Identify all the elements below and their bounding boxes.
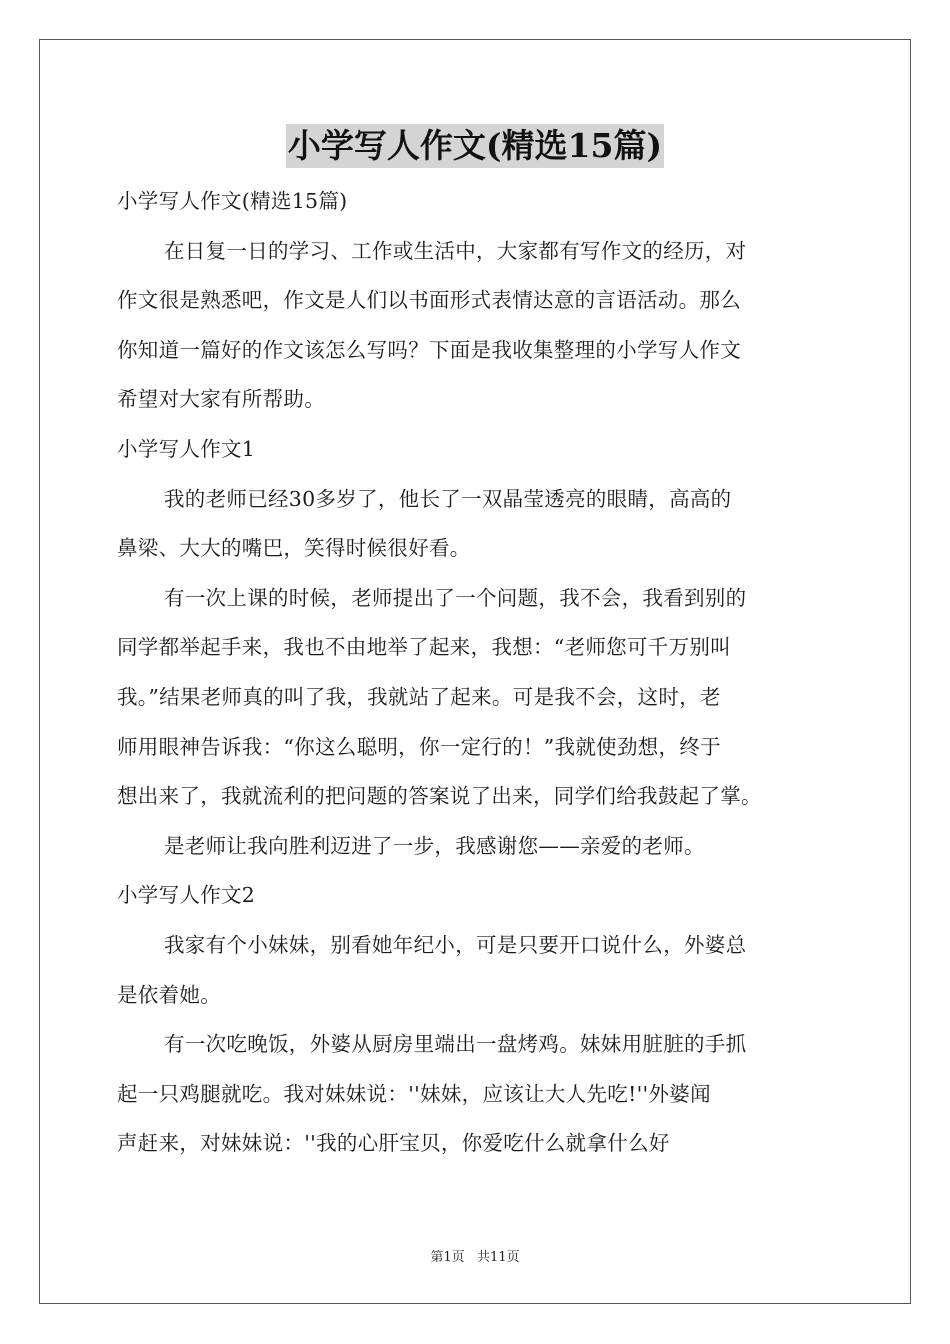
section-heading: 小学写人作文2 — [117, 883, 256, 908]
document-body — [117, 177, 837, 1169]
paragraph-line: 我的老师已经30多岁了，他长了一双晶莹透亮的眼睛，高高的 — [164, 486, 732, 511]
paragraph-line: 想出来了，我就流利的把问题的答案说了出来，同学们给我鼓起了掌。 — [117, 784, 762, 809]
paragraph-line: 是老师让我向胜利迈进了一步，我感谢您——亲爱的老师。 — [164, 833, 705, 858]
paragraph-line: 声赶来，对妹妹说：''我的心肝宝贝，你爱吃什么就拿什么好 — [117, 1131, 670, 1156]
paragraph-line: 鼻梁、大大的嘴巴，笑得时候很好看。 — [117, 536, 471, 561]
title-container — [0, 124, 950, 168]
page-number: 第1页 共11页 — [430, 1250, 520, 1265]
paragraph-line: 同学都举起手来，我也不由地举了起来，我想：“老师您可千万别叫 — [117, 635, 731, 660]
paragraph-line: 你知道一篇好的作文该怎么写吗？下面是我收集整理的小学写人作文 — [117, 337, 741, 362]
paragraph-line: 师用眼神告诉我：“你这么聪明，你一定行的！”我就使劲想，终于 — [117, 734, 721, 759]
paragraph-line: 作文很是熟悉吧，作文是人们以书面形式表情达意的言语活动。那么 — [117, 288, 741, 313]
paragraph-line: 在日复一日的学习、工作或生活中，大家都有写作文的经历，对 — [164, 238, 747, 263]
paragraph-line: 有一次上课的时候，老师提出了一个问题，我不会，我看到别的 — [164, 585, 747, 610]
paragraph-line: 我。”结果老师真的叫了我，我就站了起来。可是我不会，这时，老 — [117, 684, 721, 709]
subtitle-line: 小学写人作文(精选15篇) — [117, 189, 348, 213]
paragraph-line: 起一只鸡腿就吃。我对妹妹说：''妹妹，应该让大人先吃!''外婆闻 — [117, 1081, 711, 1106]
paragraph-line: 希望对大家有所帮助。 — [117, 387, 325, 412]
paragraph-line: 是依着她。 — [117, 982, 221, 1007]
paragraph-line: 我家有个小妹妹，别看她年纪小，可是只要开口说什么，外婆总 — [164, 932, 747, 957]
document-title: 小学写人作文(精选15篇) — [286, 124, 664, 168]
section-heading: 小学写人作文1 — [117, 436, 256, 461]
paragraph-line: 有一次吃晚饭，外婆从厨房里端出一盘烤鸡。妹妹用脏脏的手抓 — [164, 1032, 747, 1057]
